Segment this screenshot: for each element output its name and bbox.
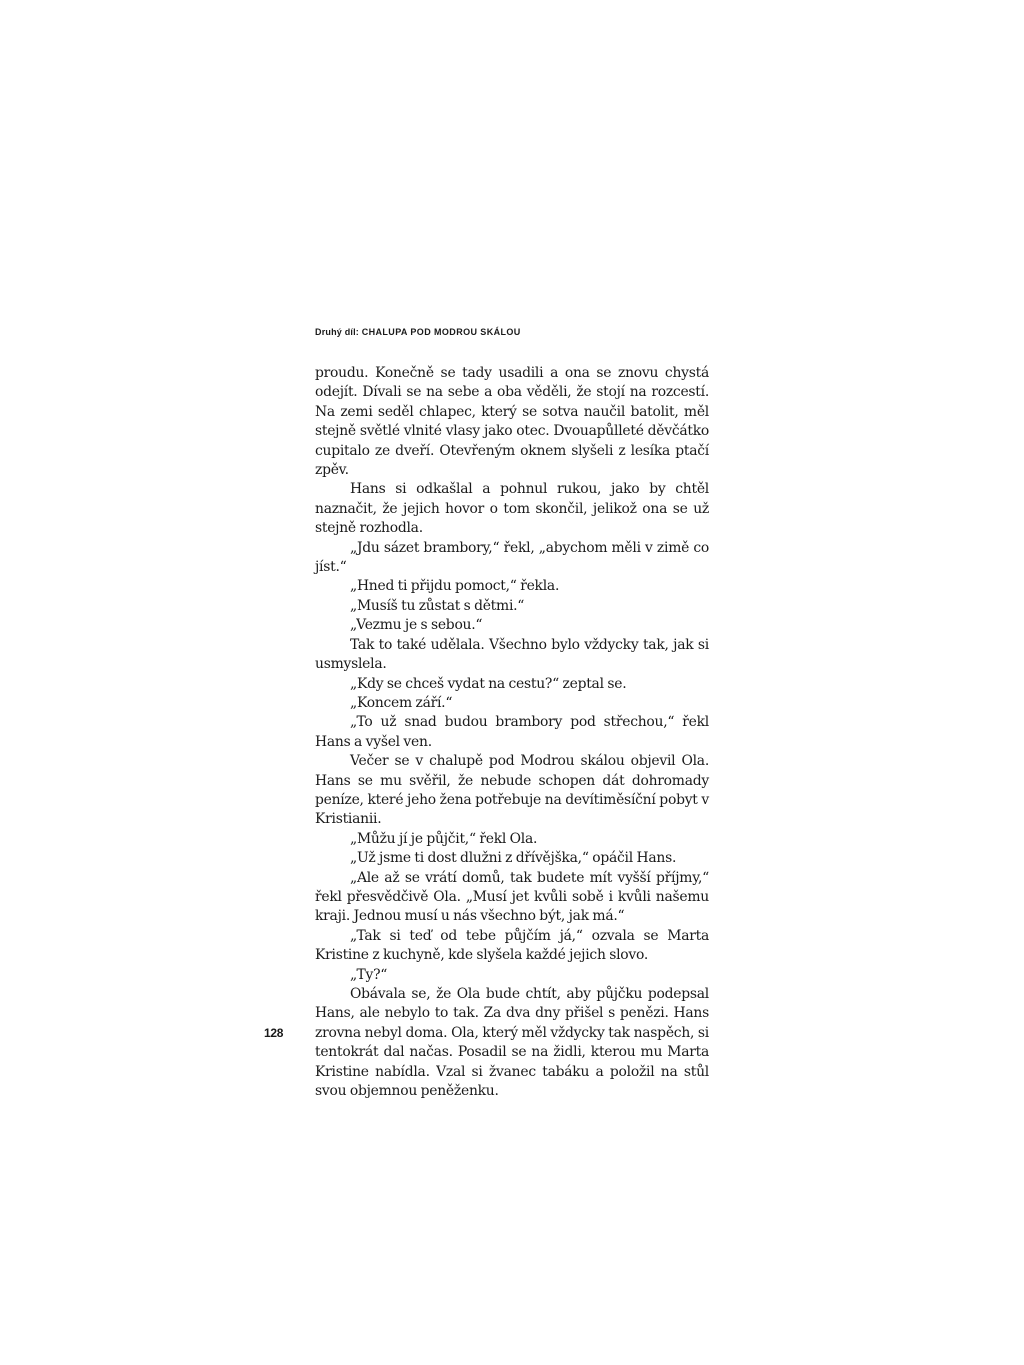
paragraph: „Kdy se chceš vydat na cestu?“ zeptal se. — [350, 675, 627, 692]
running-head-title: CHALUPA POD MODROU SKÁLOU — [361, 327, 521, 337]
paragraph: „Hned ti přijdu pomoct,“ řekla. — [350, 578, 560, 595]
paragraph: „Jdu sázet brambory,“ řekl, „abychom měli v zimě co jíst.“ — [315, 539, 709, 576]
running-head — [315, 327, 521, 337]
paragraph: proudu. Konečně se tady usadili a ona se znovu chystá odejít. Dívali se na sebe a oba věděli, že stojí na rozcestí. Na zemi seděl chlapec, který se sotva naučil batolit, měl stejně světlé vlnité vlasy jako otec. Dvouapůlleté děvčátko cupitalo ze dveří. Otevřeným oknem slyšeli z lesíka ptačí zpěv. — [315, 365, 709, 479]
paragraph: Tak to také udělala. Všechno bylo vždycky tak, jak si usmyslela. — [315, 636, 709, 673]
paragraph: „Ty?“ — [350, 966, 388, 983]
paragraph: Obávala se, že Ola bude chtít, aby půjčku podepsal Hans, ale nebylo to tak. Za dva dny přišel s penězi. Hans zrovna nebyl doma. Ola, který měl vždycky tak naspěch, si tentokrát dal načas. Posadil se na židli, kterou mu Marta Kristine nabídla. Vzal si žvanec tabáku a položil na stůl svou objemnou peněženku. — [315, 986, 709, 1100]
body-text — [315, 364, 709, 1101]
paragraph: „Musíš tu zůstat s dětmi.“ — [350, 597, 525, 614]
paragraph: „Už jsme ti dost dlužni z dřívějška,“ opáčil Hans. — [350, 850, 677, 867]
paragraph: „Ale až se vrátí domů, tak budete mít vyšší příjmy,“ řekl přesvědčivě Ola. „Musí jet kvůli sobě i kvůli našemu kraji. Jednou musí u nás všechno být, jak má.“ — [315, 869, 709, 925]
paragraph: „Vezmu je s sebou.“ — [350, 617, 483, 634]
paragraph: Večer se v chalupě pod Modrou skálou objevil Ola. Hans se mu svěřil, že nebude schopen dát dohromady peníze, které jeho žena potřebuje na devítiměsíční pobyt v Kristianii. — [315, 753, 709, 828]
running-head-part: Druhý díl: — [315, 327, 359, 337]
paragraph: „Tak si teď od tebe půjčím já,“ ozvala se Marta Kristine z kuchyně, kde slyšela každé jejich slovo. — [315, 927, 709, 964]
page-number: 128 — [264, 1026, 284, 1040]
paragraph: „Koncem září.“ — [350, 694, 453, 711]
paragraph: „To už snad budou brambory pod střechou,“ řekl Hans a vyšel ven. — [315, 714, 709, 750]
paragraph: Hans si odkašlal a pohnul rukou, jako by chtěl naznačit, že jejich hovor o tom skončil, jelikož ona se už stejně rozhodla. — [315, 481, 709, 537]
paragraph: „Můžu jí je půjčit,“ řekl Ola. — [350, 830, 538, 847]
